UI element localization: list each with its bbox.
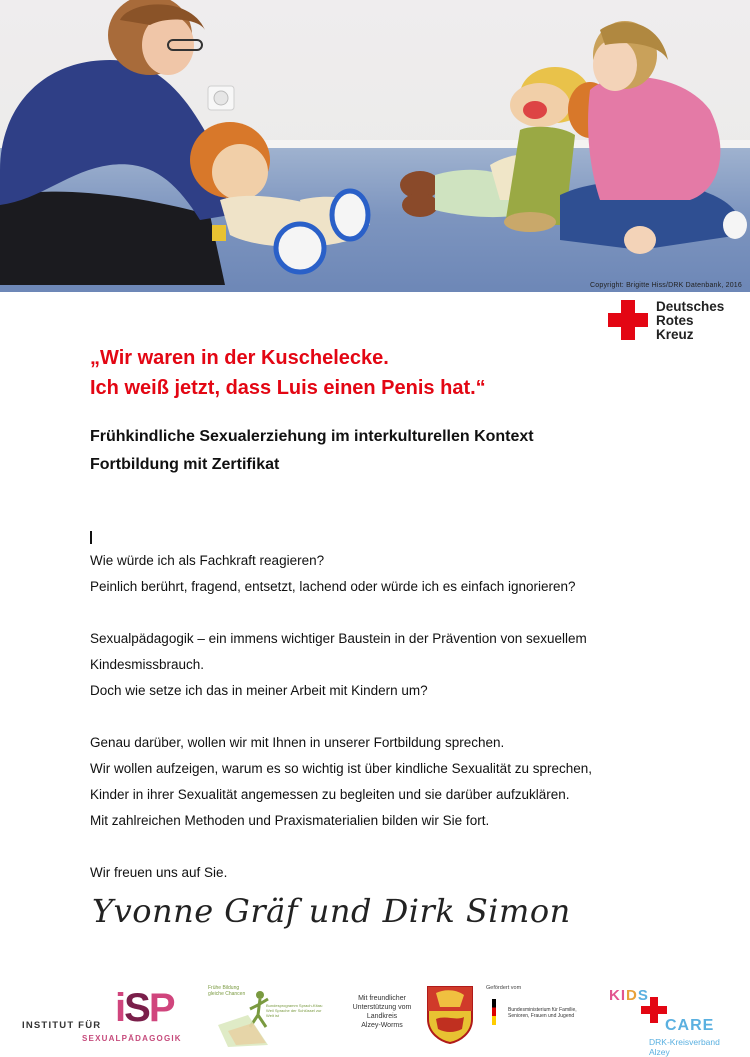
body-line: Mit zahlreichen Methoden und Praxismaterialien bilden wir Sie fort. [90,813,490,828]
text-cursor [90,531,92,544]
support-line3: Landkreis [366,1013,398,1020]
fb-text-2: Bundesprogramm Sprach-Kitas: Weil Sprache der Schlüssel zur Welt ist [266,1003,323,1018]
body-line: Peinlich berührt, fragend, entsetzt, lachend oder würde ich es einfach ignorieren? [90,579,576,594]
drk-logo [608,300,724,342]
paragraph-3 [90,730,592,834]
body-line: Doch wie setze ich das in meiner Arbeit mit Kindern um? [90,683,428,698]
photo-illustration [0,0,750,292]
headline-line1: „Wir waren in der Kuschelecke. [90,347,389,369]
body-line: Wie würde ich als Fachkraft reagieren? [90,553,325,568]
german-flag-icon [492,999,496,1025]
red-cross-icon [608,300,648,340]
kidscare-cross-icon [641,997,667,1023]
drk-logo-line1: Deutsches [656,299,725,314]
header-photo [0,0,750,292]
drk-logo-line3: Kreuz [656,327,694,342]
headline-line2: Ich weiß jetzt, dass Luis einen Penis hat.“ [90,377,486,399]
isp-logo [22,986,187,1046]
body-text [90,548,592,912]
fb-figure-icon [208,985,328,1047]
fb-text-1: Frühe Bildung gleiche Chancen [208,985,246,997]
support-line1: Mit freundlicher [358,995,406,1002]
isp-sexualpaedagogik-text: SEXUALPÄDAGOGIK [82,1034,182,1043]
body-line: Kindesmissbrauch. [90,657,205,672]
photo-credit: Copyright: Brigitte Hiss/DRK Datenbank, 2016 [590,282,742,289]
isp-letter-s: S [124,986,149,1030]
kids-letters-3: S [637,987,649,1004]
signature: Yvonne Gräf und Dirk Simon [92,892,571,930]
drk-logo-text [656,300,724,342]
support-line2: Unterstützung vom [352,1004,412,1011]
headline-quote [90,343,486,403]
kidscare-care-text: CARE [665,1017,715,1034]
bm-gefoerdert-text: Gefördert vom [486,985,522,991]
body-line: Kinder in ihrer Sexualität angemessen zu begleiten und sie darüber aufzuklären. [90,787,570,802]
support-line4: Alzey-Worms [361,1022,403,1029]
footer-logos [0,980,750,1057]
body-line: Sexualpädagogik – ein immens wichtiger Baustein in der Prävention von sexuellem [90,631,587,646]
kidscare-logo [605,985,725,1057]
kidscare-verband-text: DRK-Kreisverband Alzey [649,1037,720,1057]
body-line: Wir wollen aufzeigen, warum es so wichtig ist über kindliche Sexualität zu sprechen, [90,761,592,776]
paragraph-2 [90,626,592,704]
bmfsfj-logo [486,985,596,1047]
kids-letters-2: D [626,987,638,1004]
paragraph-4 [90,860,592,886]
paragraph-1 [90,548,592,600]
isp-letters [115,988,174,1028]
kids-letters-1: KI [609,987,626,1004]
subtitle-line2: Fortbildung mit Zertifikat [90,456,280,473]
fruehe-bildung-logo [208,985,328,1047]
isp-letter-i: i [115,986,125,1030]
subtitle-line1: Frühkindliche Sexualerziehung im interkulturellen Kontext [90,428,534,445]
body-line: Wir freuen uns auf Sie. [90,865,228,880]
bm-ministry-text: Bundesministerium für Familie, Senioren, Frauen und Jugend [508,1007,577,1019]
landkreis-crest-icon [426,985,474,1045]
support-text [344,994,420,1030]
subtitle [90,423,534,479]
isp-institut-text: INSTITUT FÜR [22,1020,102,1031]
drk-logo-line2: Rotes [656,313,694,328]
body-line: Genau darüber, wollen wir mit Ihnen in unserer Fortbildung sprechen. [90,735,505,750]
isp-letter-p: P [148,986,174,1030]
